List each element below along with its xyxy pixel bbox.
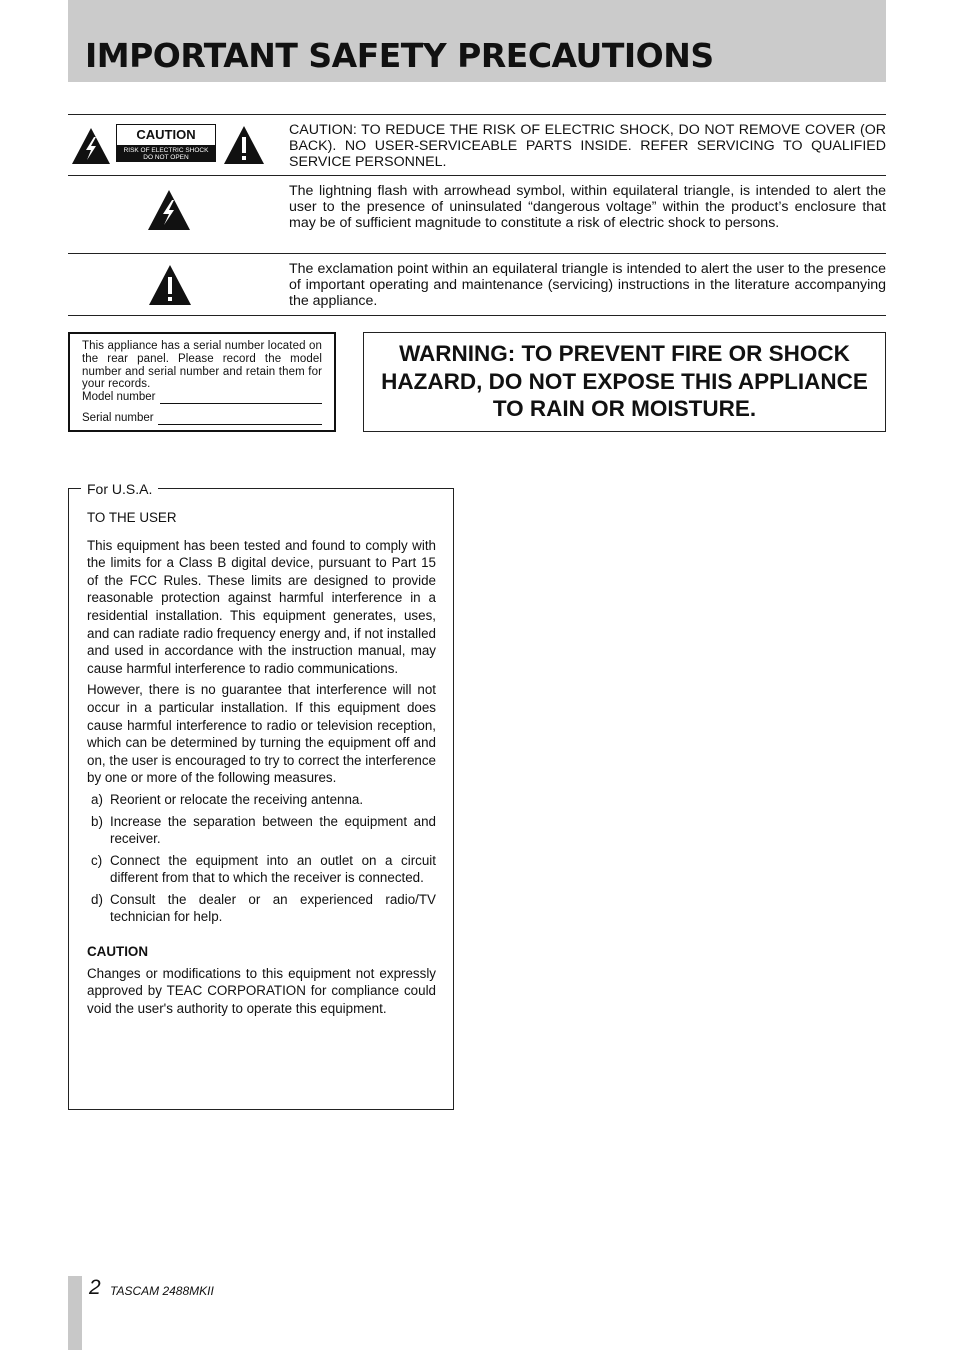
warning-box: [363, 332, 886, 432]
lightning-triangle-icon: [71, 127, 111, 165]
caution-label-title: CAUTION: [117, 125, 215, 146]
model-number-field: [82, 391, 322, 404]
symbol-row-caution: [68, 115, 886, 176]
symbol-row-exclamation: [68, 254, 886, 316]
caution-label: [116, 124, 216, 162]
fcc-paragraph: However, there is no guarantee that interference will not occur in a particular installation. If this equipment does cause harmful interference to radio or television reception, which can be determined by turning the equipment off and on, the user is encouraged to try to correct the interference by one or more of the following measures.: [87, 682, 436, 786]
lightning-triangle-icon: [147, 189, 191, 231]
measures-list: [87, 791, 436, 926]
serial-number-label: Serial number: [82, 411, 154, 424]
serial-intro: This appliance has a serial number located on the rear panel. Please record the model number and serial number and retain them for your records.: [82, 340, 322, 391]
model-number-line: [160, 393, 322, 404]
footer-bar: [68, 1276, 82, 1350]
serial-number-line: [158, 414, 322, 425]
list-item: c) Connect the equipment into an outlet on a circuit different from that to which the receiver is connected.: [91, 852, 436, 886]
to-user-heading: TO THE USER: [87, 510, 177, 525]
list-item: b) Increase the separation between the equipment and receiver.: [91, 813, 436, 847]
page-title: IMPORTANT SAFETY PRECAUTIONS: [85, 36, 714, 75]
exclamation-triangle-icon: [148, 264, 192, 306]
caution-text: CAUTION: TO REDUCE THE RISK OF ELECTRIC SHOCK, DO NOT REMOVE COVER (OR BACK). NO USER-SERVICEABLE PARTS INSIDE. REFER SERVICING TO QUALIFIED SERVICE PERSONNEL.: [289, 122, 886, 170]
fcc-notice-box: [68, 481, 454, 1110]
serial-number-box: [68, 332, 336, 432]
title-bar: [68, 0, 886, 82]
symbol-row-lightning: [68, 176, 886, 254]
caution-label-subtitle: RISK OF ELECTRIC SHOCK DO NOT OPEN: [117, 146, 215, 161]
safety-symbols-table: [68, 114, 886, 316]
fcc-paragraph: This equipment has been tested and found to comply with the limits for a Class B digital device, pursuant to Part 15 of the FCC Rules. These limits are designed to provide reasonable protection against harmful interference in a residential installation. This equipment generates, uses, and can radiate radio frequency energy and, if not installed and used in accordance with the instruction manual, may cause harmful interference to radio communications.: [87, 537, 436, 676]
serial-number-field: [82, 412, 322, 425]
fcc-legend: For U.S.A.: [81, 480, 158, 498]
fcc-caution-text: Changes or modifications to this equipment not expressly approved by TEAC CORPORATION for compliance could void the user's authority to operate this equipment.: [87, 965, 436, 1016]
warning-text: WARNING: TO PREVENT FIRE OR SHOCK HAZARD, DO NOT EXPOSE THIS APPLIANCE TO RAIN OR MOISTURE.: [381, 341, 868, 421]
fcc-content: [87, 509, 436, 1021]
list-item: d) Consult the dealer or an experienced radio/TV technician for help.: [91, 891, 436, 925]
exclamation-triangle-icon: [223, 125, 265, 165]
lightning-description: The lightning flash with arrowhead symbol, within equilateral triangle, is intended to alert the user to the presence of uninsulated “dangerous voltage” within the product’s enclosure that may be of sufficient magnitude to constitute a risk of electric shock to persons.: [289, 183, 886, 231]
list-item: a) Reorient or relocate the receiving antenna.: [91, 791, 364, 807]
page-number: 2: [89, 1276, 101, 1299]
fcc-caution-heading: CAUTION: [87, 944, 148, 960]
model-number-label: Model number: [82, 391, 156, 404]
footer-model: TASCAM 2488MKII: [110, 1284, 214, 1298]
exclamation-description: The exclamation point within an equilateral triangle is intended to alert the user to the presence of important operating and maintenance (servicing) instructions in the literature accompanying the appliance.: [289, 261, 886, 309]
caution-label-icons: [68, 115, 268, 175]
